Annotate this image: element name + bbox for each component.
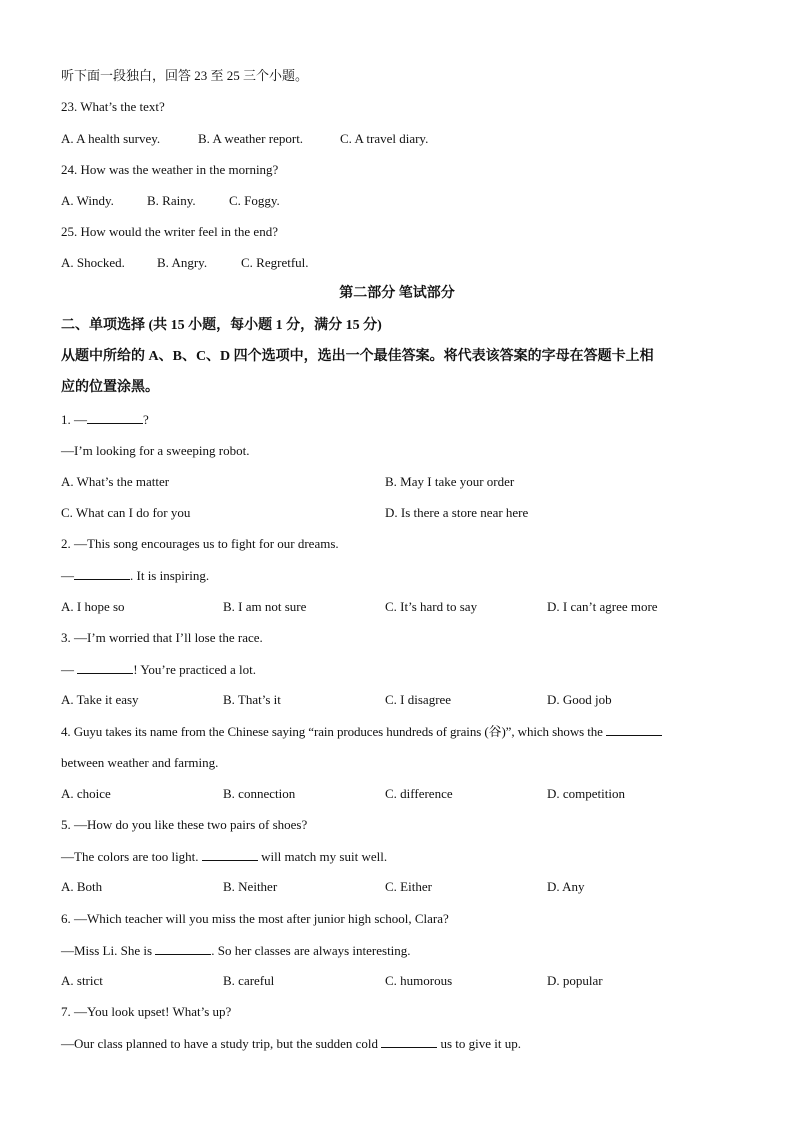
q3-stem: 3. —I’m worried that I’ll lose the race. bbox=[61, 630, 263, 645]
q4-stem bbox=[61, 723, 662, 740]
q5-option-b: B. Neither bbox=[223, 879, 278, 894]
q1-option-d: D. Is there a store near here bbox=[385, 505, 529, 520]
q23-stem: 23. What’s the text? bbox=[61, 99, 165, 114]
q4-option-c: C. difference bbox=[385, 786, 453, 801]
part2-title: 第二部分 笔试部分 bbox=[339, 286, 455, 301]
section-heading: 二、单项选择 (共 15 小题，每小题 1 分，满分 15 分) bbox=[61, 318, 382, 333]
q7-stem: 7. —You look upset! What’s up? bbox=[61, 1004, 232, 1019]
q3-option-b: B. That’s it bbox=[223, 692, 281, 707]
q3-option-c: C. I disagree bbox=[385, 692, 452, 707]
q5-option-c: C. Either bbox=[385, 879, 432, 894]
listening-instruction: 听下面一段独白，回答 23 至 25 三个小题。 bbox=[61, 68, 309, 83]
q6-reply bbox=[61, 942, 411, 959]
q4-stem-pre: 4. Guyu takes its name from the Chinese saying “rain produces hundreds of grains (谷)”, which shows the bbox=[61, 724, 603, 739]
q4-stem-line2: between weather and farming. bbox=[61, 755, 219, 770]
q24-stem: 24. How was the weather in the morning? bbox=[61, 162, 279, 177]
q3-option-a: A. Take it easy bbox=[61, 692, 139, 707]
q25-option-b: B. Angry. bbox=[157, 255, 208, 270]
q2-reply-pre: — bbox=[61, 568, 74, 583]
answer-blank bbox=[202, 848, 258, 861]
answer-blank bbox=[381, 1035, 437, 1048]
q2-reply-post: . It is inspiring. bbox=[130, 568, 210, 583]
q25-option-c: C. Regretful. bbox=[241, 255, 309, 270]
q24-option-b: B. Rainy. bbox=[147, 193, 196, 208]
q23-option-b: B. A weather report. bbox=[198, 131, 304, 146]
q5-reply bbox=[61, 848, 387, 865]
q25-option-a: A. Shocked. bbox=[61, 255, 125, 270]
q2-option-b: B. I am not sure bbox=[223, 599, 307, 614]
q1-stem-post: ? bbox=[143, 412, 149, 427]
q5-stem: 5. —How do you like these two pairs of shoes? bbox=[61, 817, 308, 832]
q2-option-c: C. It’s hard to say bbox=[385, 599, 478, 614]
directions-line2: 应的位置涂黑。 bbox=[61, 380, 159, 395]
q1-option-a: A. What’s the matter bbox=[61, 474, 170, 489]
q5-reply-post: will match my suit well. bbox=[257, 849, 388, 864]
q23-option-c: C. A travel diary. bbox=[340, 131, 429, 146]
q4-option-b: B. connection bbox=[223, 786, 296, 801]
q6-stem: 6. —Which teacher will you miss the most after junior high school, Clara? bbox=[61, 911, 449, 926]
q2-option-a: A. I hope so bbox=[61, 599, 125, 614]
answer-blank bbox=[606, 723, 662, 736]
answer-blank bbox=[87, 411, 143, 424]
q2-stem: 2. —This song encourages us to fight for our dreams. bbox=[61, 536, 339, 551]
answer-blank bbox=[155, 942, 211, 955]
q3-reply-post: ! You’re practiced a lot. bbox=[133, 662, 256, 677]
answer-blank bbox=[74, 567, 130, 580]
q24-option-c: C. Foggy. bbox=[229, 193, 280, 208]
q5-reply-pre: —The colors are too light. bbox=[61, 849, 202, 864]
q3-option-d: D. Good job bbox=[547, 692, 612, 707]
q6-reply-pre: —Miss Li. She is bbox=[61, 943, 156, 958]
q6-reply-post: . So her classes are always interesting. bbox=[211, 943, 411, 958]
q2-reply bbox=[61, 567, 209, 584]
q6-option-c: C. humorous bbox=[385, 973, 453, 988]
q3-reply bbox=[61, 661, 256, 678]
q5-option-a: A. Both bbox=[61, 879, 103, 894]
q23-option-a: A. A health survey. bbox=[61, 131, 161, 146]
q4-option-d: D. competition bbox=[547, 786, 625, 801]
q6-option-b: B. careful bbox=[223, 973, 275, 988]
q1-stem bbox=[61, 411, 149, 428]
q7-reply-post: us to give it up. bbox=[437, 1036, 522, 1051]
q1-stem-pre: 1. — bbox=[61, 412, 87, 427]
q1-reply: —I’m looking for a sweeping robot. bbox=[61, 443, 250, 458]
q7-reply-pre: —Our class planned to have a study trip, but the sudden cold bbox=[61, 1036, 382, 1051]
q3-reply-pre: — bbox=[61, 662, 78, 677]
answer-blank bbox=[77, 661, 133, 674]
q7-reply bbox=[61, 1035, 521, 1052]
q25-stem: 25. How would the writer feel in the end? bbox=[61, 224, 278, 239]
q24-option-a: A. Windy. bbox=[61, 193, 114, 208]
q6-option-d: D. popular bbox=[547, 973, 603, 988]
q6-option-a: A. strict bbox=[61, 973, 103, 988]
q1-option-b: B. May I take your order bbox=[385, 474, 515, 489]
q2-option-d: D. I can’t agree more bbox=[547, 599, 658, 614]
q1-option-c: C. What can I do for you bbox=[61, 505, 191, 520]
q5-option-d: D. Any bbox=[547, 879, 585, 894]
q4-option-a: A. choice bbox=[61, 786, 111, 801]
directions-line1: 从题中所给的 A、B、C、D 四个选项中，选出一个最佳答案。将代表该答案的字母在答题卡上相 bbox=[61, 349, 654, 364]
